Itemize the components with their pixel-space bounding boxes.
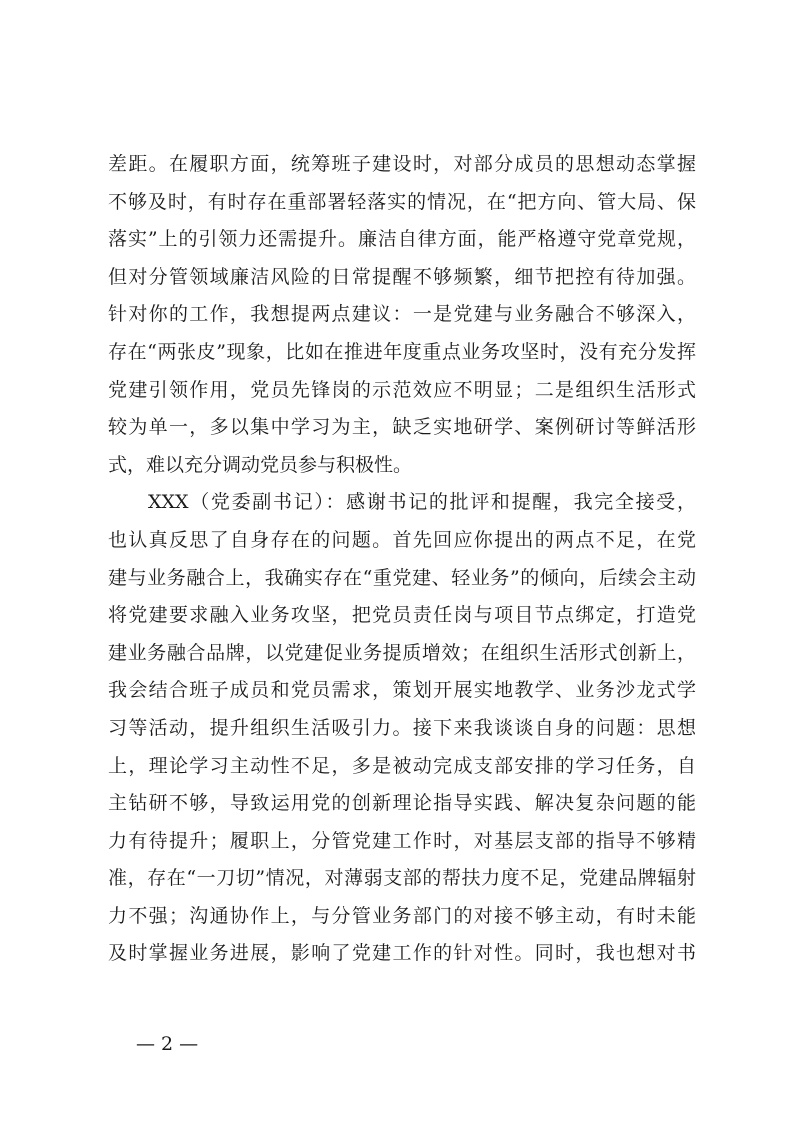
text-line: 较为单一，多以集中学习为主，缺乏实地研学、案例研讨等鲜活形 (108, 416, 696, 439)
text-line: 我会结合班子成员和党员需求，策划开展实地教学、业务沙龙式学 (108, 679, 696, 702)
text-line: 差距。在履职方面，统筹班子建设时，对部分成员的思想动态掌握 (108, 153, 696, 175)
text-line: 上，理论学习主动性不足，多是被动完成支部安排的学习任务，自 (108, 754, 696, 777)
paragraph-continued (108, 146, 696, 484)
text-line: 习等活动，提升组织生活吸引力。接下来我谈谈自身的问题：思想 (108, 716, 696, 739)
text-line: 力不强；沟通协作上，与分管业务部门的对接不够主动，有时未能 (108, 904, 696, 927)
text-line: 但对分管领域廉洁风险的日常提醒不够频繁，细节把控有待加强。 (108, 265, 696, 288)
text-line: 将党建要求融入业务攻坚，把党员责任岗与项目节点绑定，打造党 (108, 604, 696, 627)
text-line: 准，存在“一刀切”情况，对薄弱支部的帮扶力度不足，党建品牌辐射 (108, 867, 696, 890)
page-number: — 2 — (136, 1033, 199, 1055)
text-line: 针对你的工作，我想提两点建议：一是党建与业务融合不够深入， (108, 303, 696, 326)
text-line: 式，难以充分调动党员参与积极性。 (108, 453, 413, 476)
text-line: 不够及时，有时存在重部署轻落实的情况，在“把方向、管大局、保 (108, 190, 696, 213)
text-line: 及时掌握业务进展，影响了党建工作的针对性。同时，我也想对书 (108, 942, 696, 965)
text-line: 也认真反思了自身存在的问题。首先回应你提出的两点不足，在党 (108, 528, 696, 551)
text-line: XXX（党委副书记）：感谢书记的批评和提醒，我完全接受， (148, 491, 696, 514)
text-line: 存在“两张皮”现象，比如在推进年度重点业务攻坚时，没有充分发挥 (108, 340, 696, 363)
text-line: 力有待提升；履职上，分管党建工作时，对基层支部的指导不够精 (108, 829, 696, 852)
paragraph-deputy-secretary-response (108, 484, 696, 973)
text-line: 党建引领作用，党员先锋岗的示范效应不明显；二是组织生活形式 (108, 378, 696, 401)
text-line: 主钻研不够，导致运用党的创新理论指导实践、解决复杂问题的能 (108, 792, 696, 815)
text-line: 建业务融合品牌，以党建促业务提质增效；在组织生活形式创新上， (108, 641, 696, 664)
body-text (108, 146, 696, 973)
text-line: 建与业务融合上，我确实存在“重党建、轻业务”的倾向，后续会主动 (108, 566, 696, 589)
text-line: 落实”上的引领力还需提升。廉洁自律方面，能严格遵守党章党规， (108, 228, 696, 251)
